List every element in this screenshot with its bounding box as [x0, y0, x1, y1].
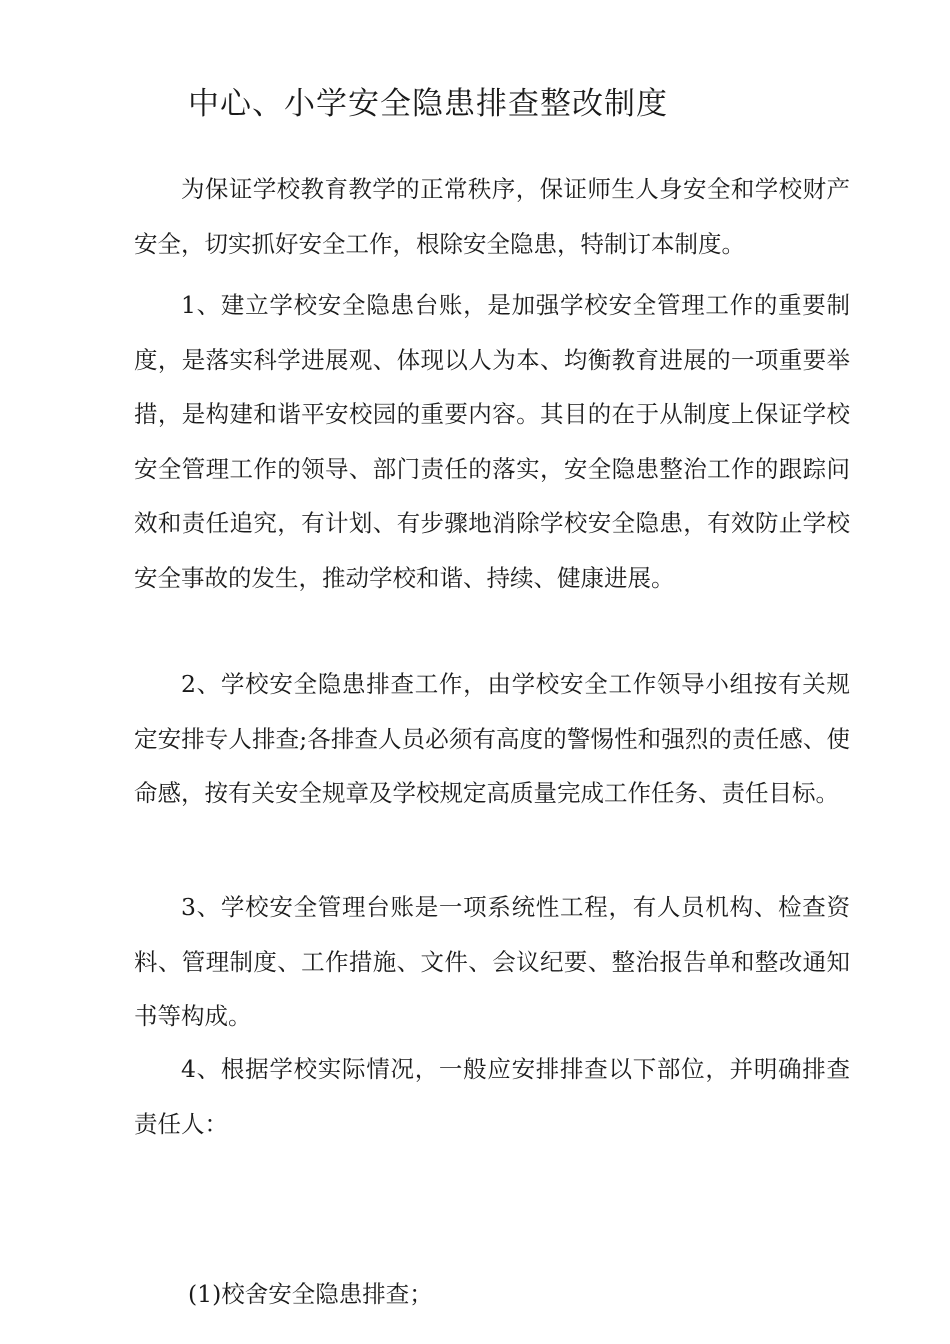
intro-paragraph: 为保证学校教育教学的正常秩序，保证师生人身安全和学校财产安全，切实抓好安全工作，根除安全隐患，特制订本制度。: [134, 175, 850, 258]
paragraph-3: 3、学校安全管理台账是一项系统性工程，有人员机构、检查资料、管理制度、工作措施、文件、会议纪要、整治报告单和整改通知书等构成。: [134, 893, 850, 1031]
paragraph-1: 1、建立学校安全隐患台账，是加强学校安全管理工作的重要制度，是落实科学进展观、体现以人为本、均衡教育进展的一项重要举措，是构建和谐平安校园的重要内容。其目的在于从制度上保证学校安全管理工作的领导、部门责任的落实，安全隐患整治工作的跟踪问效和责任追究，有计划、有步骤地消除学校安全隐患，有效防止学校安全事故的发生，推动学校和谐、持续、健康进展。: [134, 291, 850, 592]
list-item-1: (1)校舍安全隐患排查；: [188, 1280, 433, 1308]
paragraph-4: 4、根据学校实际情况，一般应安排排查以下部位，并明确排查责任人：: [134, 1055, 850, 1138]
document-title: 中心、小学安全隐患排查整改制度: [188, 86, 668, 122]
paragraph-2: 2、学校安全隐患排查工作，由学校安全工作领导小组按有关规定安排专人排查;各排查人员必须有高度的警惕性和强烈的责任感、使命感，按有关安全规章及学校规定高质量完成工作任务、责任目标。: [134, 670, 850, 808]
